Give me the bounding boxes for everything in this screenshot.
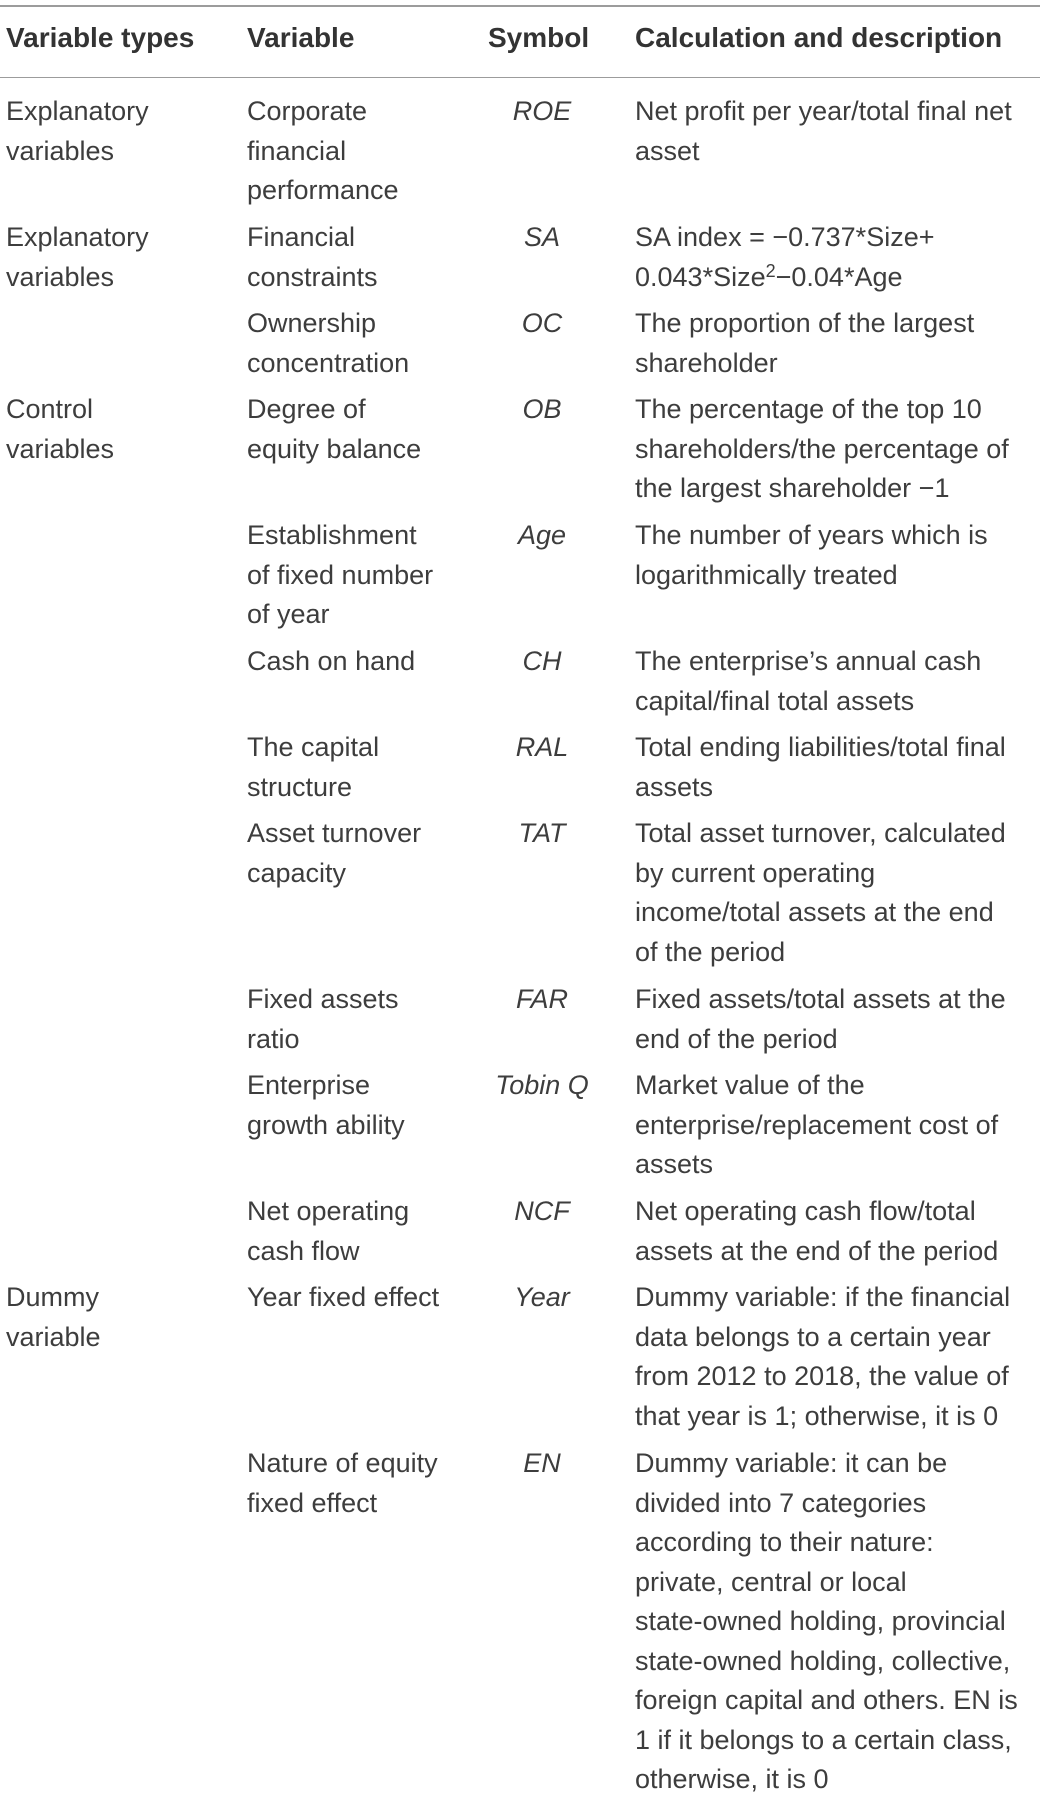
row-year-type: Dummy variable	[6, 1282, 101, 1352]
row-ob-symbol: OB	[522, 394, 562, 424]
row-ch-description: The enterprise’s annual cash capital/final total assets	[635, 646, 982, 716]
header-variable-types: Variable types	[6, 22, 195, 53]
row-sa-variable: Financial constraints	[247, 222, 378, 292]
row-year-variable: Year fixed effect	[247, 1282, 440, 1312]
row-ch-variable: Cash on hand	[247, 646, 416, 676]
header-variable: Variable	[247, 22, 355, 53]
row-en-variable: Nature of equity fixed effect	[247, 1448, 438, 1518]
row-roe-symbol: ROE	[512, 96, 572, 126]
row-age-symbol: Age	[517, 520, 567, 550]
row-sa-description: SA index = −0.737*Size+ 0.043*Size$^2$−0.04*Age	[635, 222, 935, 292]
row-oc-variable: Ownership concentration	[247, 308, 410, 378]
row-ncf-variable: Net operating cash flow	[247, 1196, 410, 1266]
row-year-description: Dummy variable: if the financial data belongs to a certain year from 2012 to 2018, the value of that year is 1; otherwise, it is 0	[635, 1282, 1011, 1431]
row-tobinq-symbol: Tobin Q	[495, 1070, 589, 1100]
row-tat-symbol: TAT	[518, 818, 566, 848]
row-en-symbol: EN	[523, 1448, 561, 1478]
row-far-symbol: FAR	[516, 984, 568, 1014]
row-roe-type: Explanatory variables	[6, 96, 149, 166]
row-roe-variable: Corporate financial performance	[247, 96, 399, 205]
row-ob-variable: Degree of equity balance	[247, 394, 422, 464]
row-sa-symbol: SA	[523, 222, 561, 252]
row-tat-variable: Asset turnover capacity	[247, 818, 422, 888]
row-far-description: Fixed assets/total assets at the end of the period	[635, 984, 1006, 1054]
row-year-symbol: Year	[514, 1282, 570, 1312]
row-oc-symbol: OC	[521, 308, 563, 338]
row-ral-symbol: RAL	[515, 732, 569, 762]
row-ral-variable: The capital structure	[247, 732, 380, 802]
row-ch-symbol: CH	[522, 646, 562, 676]
row-tobinq-variable: Enterprise growth ability	[247, 1070, 405, 1140]
row-oc-description: The proportion of the largest shareholder	[635, 308, 975, 378]
header-symbol: Symbol	[488, 22, 590, 53]
table-top-rule	[0, 5, 1040, 7]
row-ob-description: The percentage of the top 10 shareholders/the percentage of the largest shareholder −1	[635, 394, 1009, 503]
row-far-variable: Fixed assets ratio	[247, 984, 399, 1054]
row-ncf-description: Net operating cash flow/total assets at the end of the period	[635, 1196, 999, 1266]
header-rule	[0, 77, 1040, 78]
row-age-description: The number of years which is logarithmically treated	[635, 520, 988, 590]
row-en-description: Dummy variable: it can be divided into 7 categories according to their nature: private, central or local state-owned holding, provincial state-owned holding, collective, foreign capital and others. EN is 1 if it belongs to a certain class, otherwise, it is 0	[635, 1448, 1018, 1794]
row-sa-type: Explanatory variables	[6, 222, 149, 292]
row-ral-description: Total ending liabilities/total final assets	[635, 732, 1006, 802]
row-roe-description: Net profit per year/total final net asset	[635, 96, 1012, 166]
row-tobinq-description: Market value of the enterprise/replacement cost of assets	[635, 1070, 999, 1179]
row-tat-description: Total asset turnover, calculated by current operating income/total assets at the end of the period	[635, 818, 1006, 967]
header-calculation: Calculation and description	[635, 22, 1003, 53]
row-ncf-symbol: NCF	[514, 1196, 570, 1226]
exponent: 2	[765, 260, 776, 281]
row-age-variable: Establishment of fixed number of year	[247, 520, 434, 629]
row-ob-type: Control variables	[6, 394, 115, 464]
